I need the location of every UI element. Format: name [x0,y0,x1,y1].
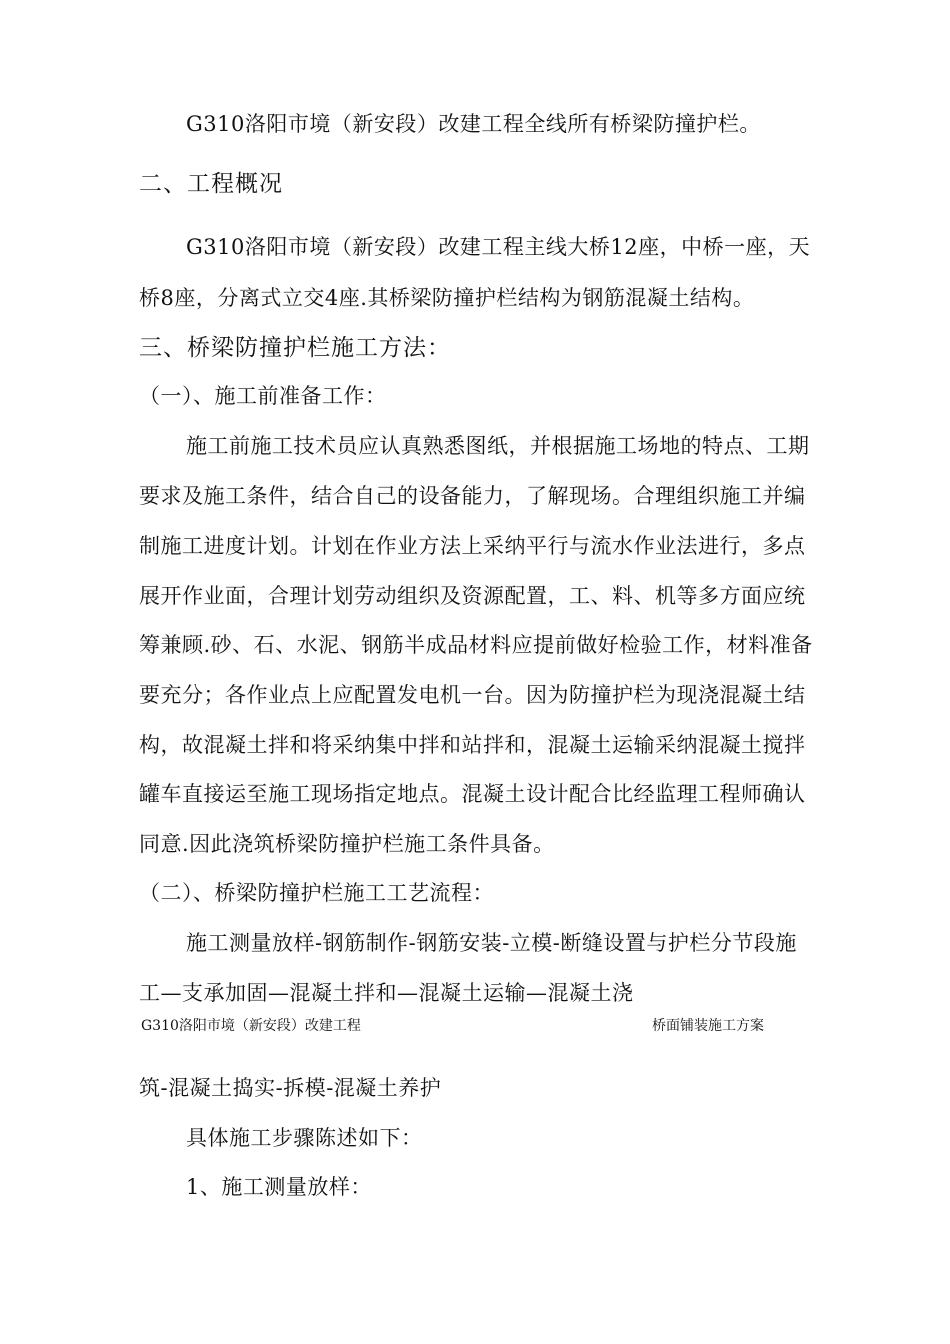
scope-line: G310洛阳市境（新安段）改建工程全线所有桥梁防撞护栏。 [186,112,761,136]
section-heading-method: 三、桥梁防撞护栏施工方法： [139,335,451,361]
paragraph-line: 展开作业面，合理计划劳动组织及资源配置，工、料、机等多方面应统 [139,584,806,608]
paragraph-line: 筑-混凝土捣实-拆模-混凝土养护 [139,1076,442,1100]
section-heading-overview: 二、工程概况 [139,171,283,197]
step-heading-survey: 1、施工测量放样： [186,1175,372,1199]
footer-project-name: G310洛阳市境（新安段）改建工程 [141,1018,361,1034]
footer-document-title: 桥面铺装施工方案 [652,1018,764,1034]
paragraph-line: 要充分；各作业点上应配置发电机一台。因为防撞护栏为现浇混凝土结 [139,683,806,707]
subsection-heading-preparation: （一）、施工前准备工作： [139,384,387,408]
paragraph-line: 工—支承加固—混凝土拌和—混凝土运输—混凝土浇 [139,981,634,1005]
paragraph-line: 施工前施工技术员应认真熟悉图纸，并根据施工场地的特点、工期 [186,434,810,458]
paragraph-line: 筹兼顾.砂、石、水泥、钢筋半成品材料应提前做好检验工作，材料准备 [139,633,813,657]
paragraph-line: G310洛阳市境（新安段）改建工程主线大桥12座，中桥一座，天 [186,235,811,259]
paragraph-line: 施工测量放样-钢筋制作-钢筋安装-立模-断缝设置与护栏分节段施 [186,931,797,955]
steps-intro: 具体施工步骤陈述如下： [186,1126,423,1150]
paragraph-line: 桥8座，分离式立交4座.其桥梁防撞护栏结构为钢筋混凝土结构。 [139,286,755,310]
paragraph-line: 同意.因此浇筑桥梁防撞护栏施工条件具备。 [139,832,555,856]
paragraph-line: 要求及施工条件，结合自己的设备能力，了解现场。合理组织施工并编 [139,484,806,508]
subsection-heading-process: （二）、桥梁防撞护栏施工工艺流程： [139,881,494,905]
paragraph-line: 制施工进度计划。计划在作业方法上采纳平行与流水作业法进行，多点 [139,534,806,558]
paragraph-line: 罐车直接运至施工现场指定地点。混凝土设计配合比经监理工程师确认 [139,782,806,806]
paragraph-line: 构，故混凝土拌和将采纳集中拌和站拌和，混凝土运输采纳混凝土搅拌 [139,733,806,757]
